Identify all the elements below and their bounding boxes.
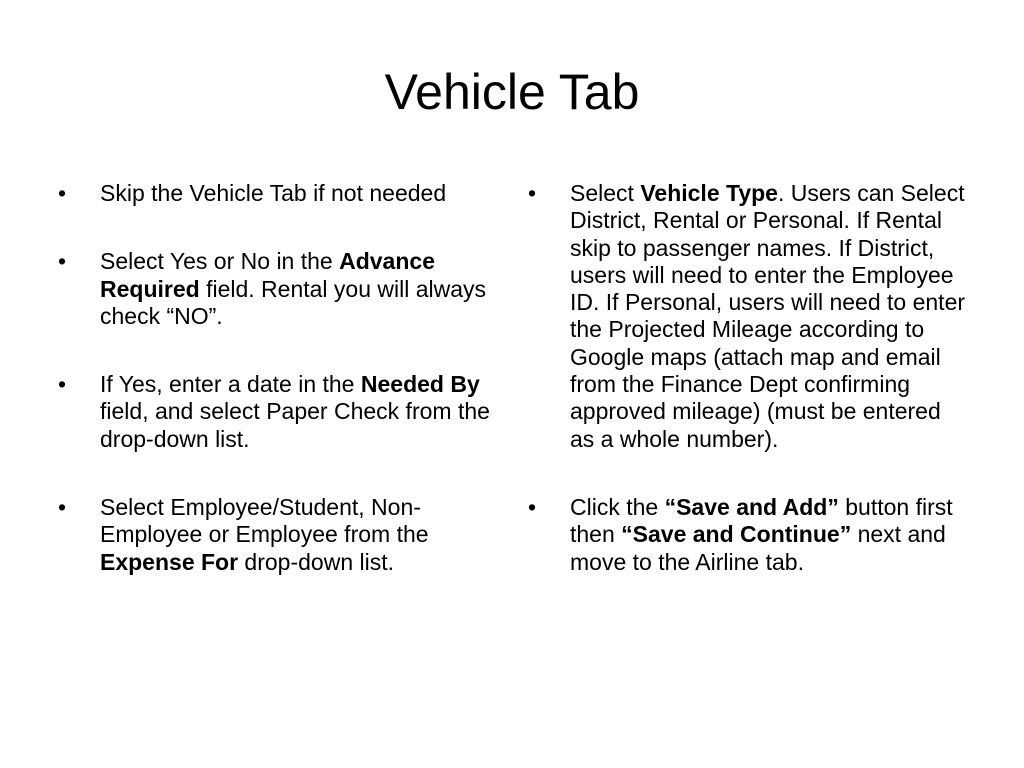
bullet-icon: •: [528, 180, 537, 206]
bullet-bold-term: “Save and Continue”: [621, 521, 852, 548]
slide-title: Vehicle Tab: [384, 64, 640, 120]
right-bullet-list: [528, 180, 968, 617]
bullet-bold-term: Advance Required: [100, 248, 435, 302]
bullet-text: . Users can Select District, Rental or Personal. If Rental skip to passenger names. If District, users will need to enter the Employee ID. If Personal, users will need to enter the Projected Mileage according to Google maps (attach map and email from the Finance Dept confirming approved mileage) (must be entered as a whole number).: [570, 180, 966, 452]
bullet-icon: •: [58, 180, 67, 206]
bullet-text: drop-down list.: [238, 548, 395, 575]
bullet-icon: •: [58, 248, 67, 275]
bullet-text: Skip the Vehicle Tab if not needed: [100, 180, 447, 206]
bullet-item: [528, 180, 968, 453]
bullet-bold-term: Needed By: [360, 371, 480, 398]
bullet-text: field. Rental you will always check “NO”.: [100, 275, 487, 329]
bullet-icon: •: [58, 371, 67, 398]
bullet-text: If Yes, enter a date in the: [100, 371, 361, 398]
bullet-icon: •: [528, 493, 537, 520]
bullet-item: [58, 248, 498, 330]
bullet-text: Select: [570, 180, 641, 206]
bullet-text: Click the: [570, 493, 665, 520]
bullet-text: Select Yes or No in the: [100, 248, 340, 275]
bullet-icon: •: [58, 494, 67, 521]
bullet-text: next and move to the Airline tab.: [570, 521, 946, 575]
bullet-item: [58, 494, 498, 576]
bullet-item: [528, 494, 968, 576]
bullet-text: field, and select Paper Check from the drop-down list.: [100, 398, 490, 452]
bullet-bold-term: Expense For: [100, 548, 239, 575]
bullet-item: [58, 180, 498, 207]
left-bullet-list: [58, 180, 498, 617]
bullet-item: [58, 371, 498, 453]
bullet-text: button first then: [570, 493, 953, 548]
bullet-text: Select Employee/Student, Non-Employee or Employee from the: [100, 494, 429, 548]
bullet-bold-term: Vehicle Type: [640, 180, 778, 206]
bullet-bold-term: “Save and Add”: [664, 493, 839, 520]
